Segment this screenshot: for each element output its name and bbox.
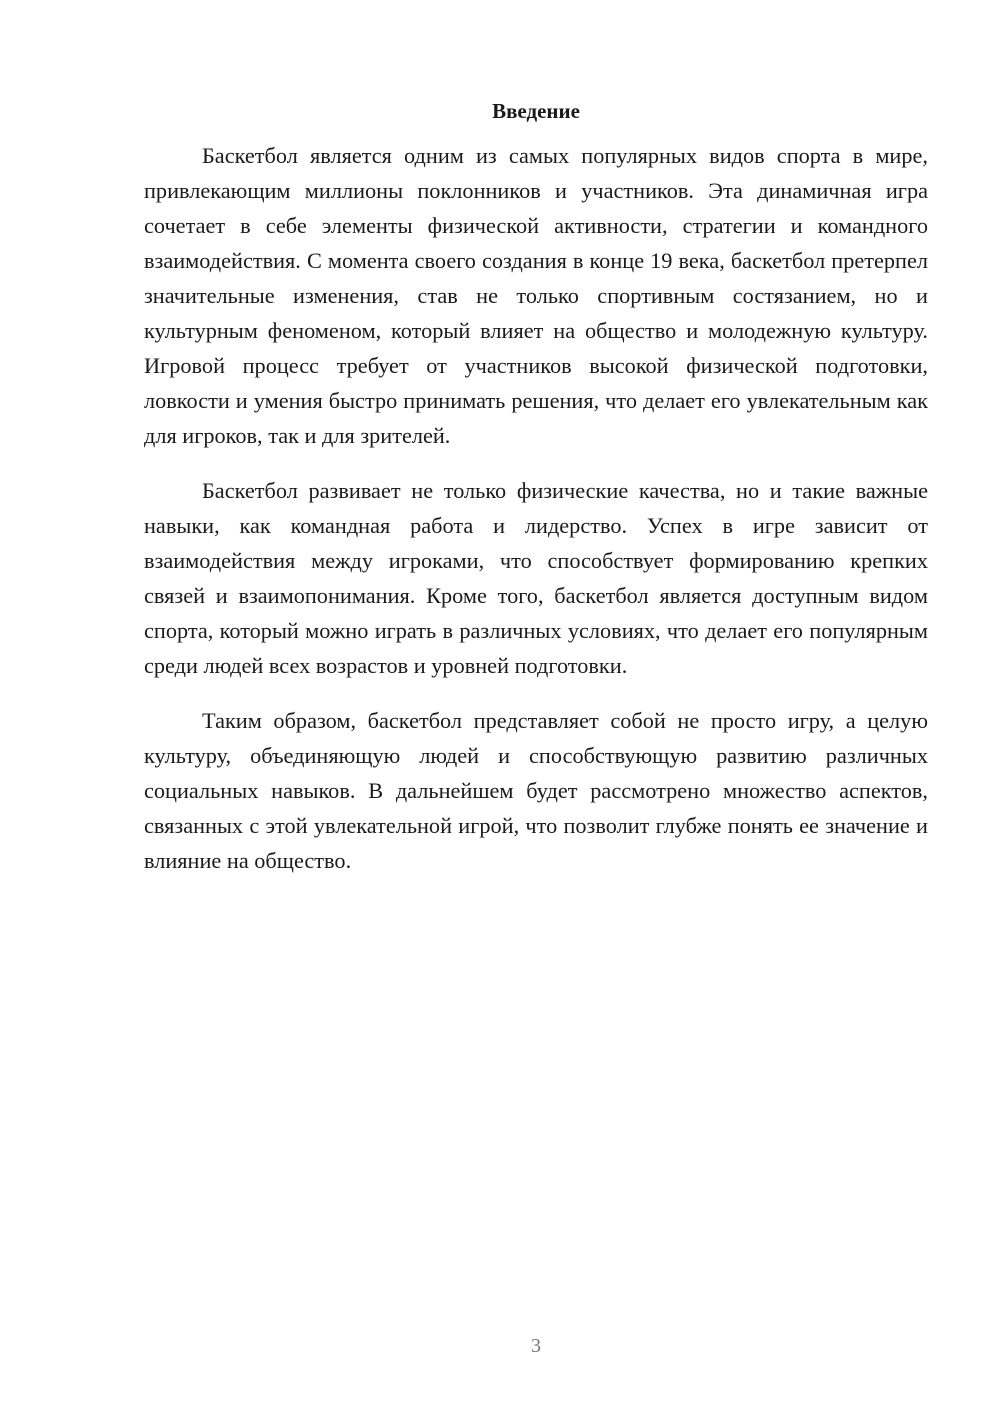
page-title: Введение bbox=[492, 99, 580, 123]
paragraph-1: Баскетбол является одним из самых популярных видов спорта в мире, привлекающим миллионы поклонников и участников. Эта динамичная игра сочетает в себе элементы физической активности, стратегии и командного взаимодействия. С момента своего создания в конце 19 века, баскетбол претерпел значительные изменения, став не только спортивным состязанием, но и культурным феноменом, который влияет на общество и молодежную культуру. Игровой процесс требует от участников высокой физической подготовки, ловкости и умения быстро принимать решения, что делает его увлекательным как для игроков, так и для зрителей. bbox=[144, 143, 928, 448]
paragraph-2: Баскетбол развивает не только физические качества, но и такие важные навыки, как командная работа и лидерство. Успех в игре зависит от взаимодействия между игроками, что способствует формированию крепких связей и взаимопонимания. Кроме того, баскетбол является доступным видом спорта, который можно играть в различных условиях, что делает его популярным среди людей всех возрастов и уровней подготовки. bbox=[144, 478, 928, 678]
paragraph-3: Таким образом, баскетбол представляет собой не просто игру, а целую культуру, объединяющую людей и способствующую развитию различных социальных навыков. В дальнейшем будет рассмотрено множество аспектов, связанных с этой увлекательной игрой, что позволит глубже понять ее значение и влияние на общество. bbox=[144, 708, 928, 873]
page-number: 3 bbox=[531, 1335, 541, 1357]
page-content bbox=[144, 96, 928, 898]
